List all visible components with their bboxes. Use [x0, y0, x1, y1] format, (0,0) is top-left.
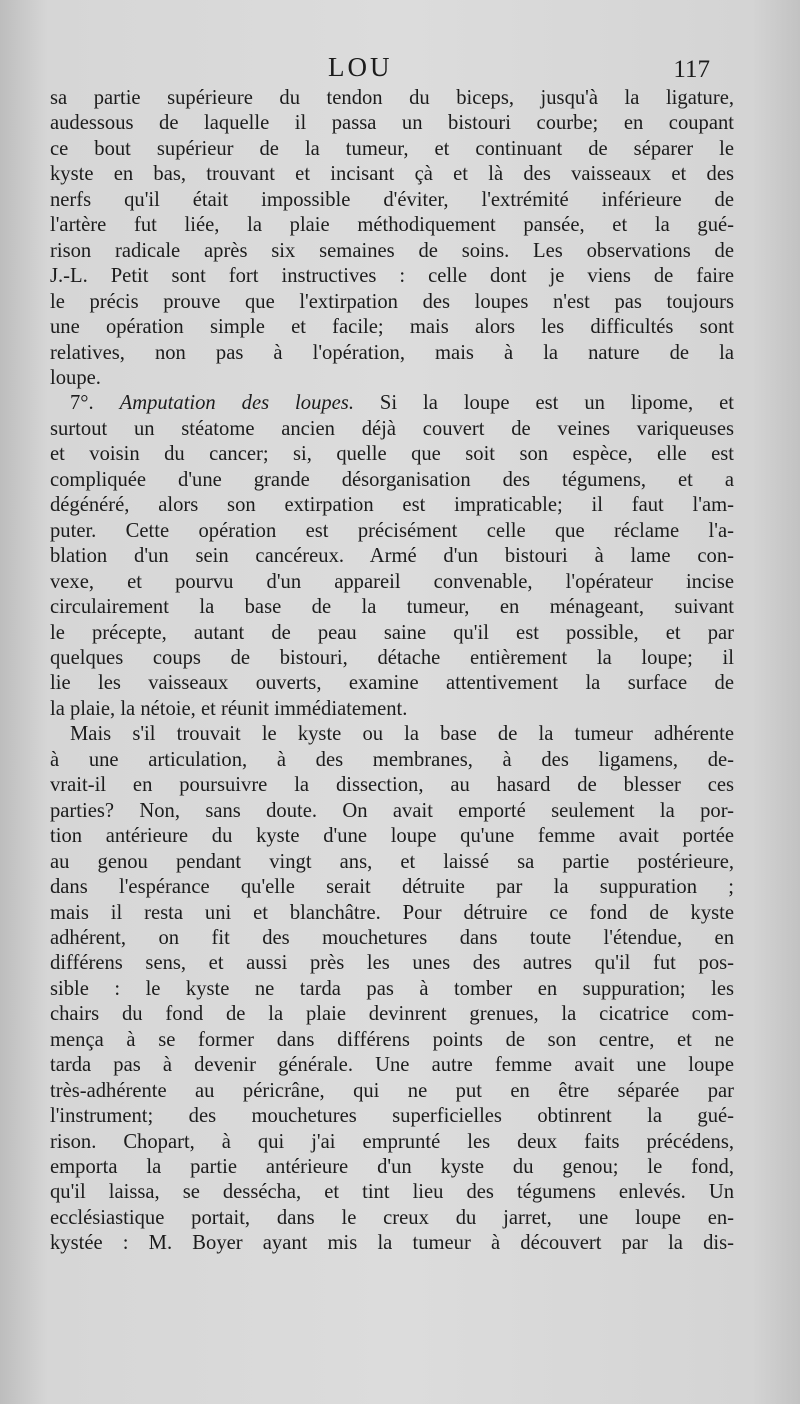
- text-line: blation d'un sein cancéreux. Armé d'un bistouri à lame con-: [50, 545, 734, 568]
- section-number: 7°.: [70, 392, 94, 415]
- text-line: mais il resta uni et blanchâtre. Pour détruire ce fond de kyste: [50, 901, 734, 924]
- text-line: Si la loupe est un lipome, et: [379, 392, 734, 415]
- paragraph-2: [50, 391, 734, 722]
- text-line: quelques coups de bistouri, détache entièrement la loupe; il: [50, 646, 734, 669]
- running-head: LOU: [328, 52, 393, 82]
- text-line: le précepte, autant de peau saine qu'il est possible, et par: [50, 621, 734, 644]
- text-line: à une articulation, à des membranes, à des ligamens, de-: [50, 748, 734, 771]
- text-line: nerfs qu'il était impossible d'éviter, l'extrémité inférieure de: [50, 188, 734, 211]
- text-line: rison radicale après six semaines de soins. Les observations de: [50, 239, 734, 262]
- text-line: tarda pas à devenir générale. Une autre femme avait une loupe: [50, 1054, 734, 1077]
- text-line: rison. Chopart, à qui j'ai emprunté les deux faits précédens,: [50, 1130, 734, 1153]
- text-line: sible : le kyste ne tarda pas à tomber en suppuration; les: [50, 977, 734, 1000]
- page-header: [0, 48, 800, 88]
- text-line: et voisin du cancer; si, quelle que soit son espèce, elle est: [50, 443, 734, 466]
- text-line: ecclésiastique portait, dans le creux du jarret, une loupe en-: [50, 1206, 734, 1229]
- text-line: surtout un stéatome ancien déjà couvert de veines variqueuses: [50, 417, 734, 440]
- text-line: mença à se former dans différens points de son centre, et ne: [50, 1028, 734, 1051]
- text-line: ce bout supérieur de la tumeur, et continuant de séparer le: [50, 137, 734, 160]
- text-line: emporta la partie antérieure d'un kyste du genou; le fond,: [50, 1156, 734, 1179]
- text-line: lie les vaisseaux ouverts, examine attentivement la surface de: [50, 672, 734, 695]
- text-line: tion antérieure du kyste d'une loupe qu'une femme avait portée: [50, 825, 734, 848]
- text-line: qu'il laissa, se dessécha, et tint lieu des tégumens enlevés. Un: [50, 1181, 734, 1204]
- text-line: au genou pendant vingt ans, et laissé sa partie postérieure,: [50, 850, 734, 873]
- text-line: chairs du fond de la plaie devinrent grenues, la cicatrice com-: [50, 1003, 734, 1026]
- text-line: circulairement la base de la tumeur, en ménageant, suivant: [50, 596, 734, 619]
- text-line: vrait-il en poursuivre la dissection, au hasard de blesser ces: [50, 774, 734, 797]
- section-title: Amputation des loupes.: [119, 392, 354, 415]
- text-line: sa partie supérieure du tendon du biceps, jusqu'à la ligature,: [50, 87, 734, 109]
- text-line: kystée : M. Boyer ayant mis la tumeur à découvert par la dis-: [50, 1232, 734, 1255]
- text-line: relatives, non pas à l'opération, mais à la nature de la: [50, 341, 734, 364]
- text-line: adhérent, on fit des mouchetures dans toute l'étendue, en: [50, 926, 734, 949]
- page-number: 117: [673, 56, 710, 83]
- text-line: une opération simple et facile; mais alors les difficultés sont: [50, 316, 734, 339]
- text-line: vexe, et pourvu d'un appareil convenable, l'opérateur incise: [50, 570, 734, 593]
- text-line: Mais s'il trouvait le kyste ou la base de la tumeur adhérente: [70, 723, 734, 746]
- section-heading-line: [50, 391, 734, 416]
- text-line: l'instrument; des mouchetures superficielles obtinrent la gué-: [50, 1105, 734, 1128]
- text-line: le précis prouve que l'extirpation des loupes n'est pas toujours: [50, 290, 734, 313]
- text-line: parties? Non, sans doute. On avait emporté seulement la por-: [50, 799, 734, 822]
- text-line: dégénéré, alors son extirpation est impraticable; il faut l'am-: [50, 494, 734, 517]
- text-line: puter. Cette opération est précisément celle que réclame l'a-: [50, 519, 734, 542]
- paragraph-3: [50, 722, 734, 1257]
- text-line: très-adhérente au péricrâne, qui ne put en être séparée par: [50, 1079, 734, 1102]
- text-line: loupe.: [50, 366, 101, 389]
- text-line: différens sens, et aussi près les unes des autres qu'il fut pos-: [50, 952, 734, 975]
- paragraph-1: [50, 86, 734, 391]
- body-text: [50, 86, 734, 1257]
- text-line: dans l'espérance qu'elle serait détruite par la suppuration ;: [50, 876, 734, 899]
- text-line: la plaie, la nétoie, et réunit immédiatement.: [50, 697, 408, 720]
- text-line: compliquée d'une grande désorganisation des tégumens, et a: [50, 468, 734, 491]
- text-line: J.-L. Petit sont fort instructives : celle dont je viens de faire: [50, 265, 734, 288]
- text-line: kyste en bas, trouvant et incisant çà et là des vaisseaux et des: [50, 163, 734, 186]
- text-line: l'artère fut liée, la plaie méthodiquement pansée, et la gué-: [50, 214, 734, 237]
- text-line: audessous de laquelle il passa un bistouri courbe; en coupant: [50, 112, 734, 135]
